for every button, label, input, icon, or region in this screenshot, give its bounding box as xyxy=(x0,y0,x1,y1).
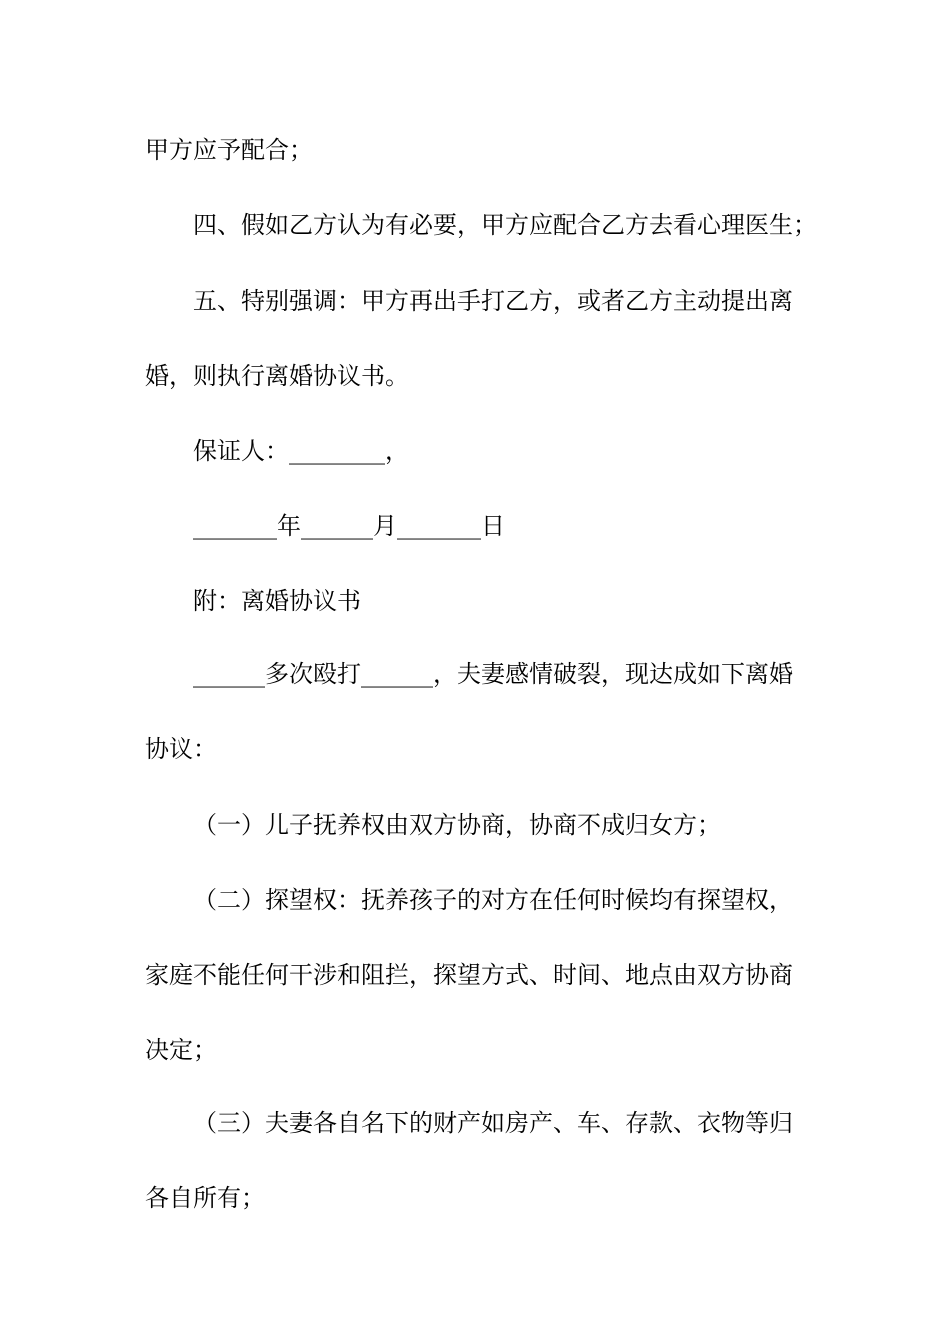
agreement-intro-line: ______多次殴打______，夫妻感情破裂，现达成如下离婚 xyxy=(193,660,793,688)
term-three-line: （三）夫妻各自名下的财产如房产、车、存款、衣物等归 xyxy=(193,1109,793,1137)
clause-four-line: 四、假如乙方认为有必要，甲方应配合乙方去看心理医生； xyxy=(193,211,817,239)
clause-five-continuation: 婚，则执行离婚协议书。 xyxy=(145,362,409,390)
date-line: _______年______月_______日 xyxy=(193,512,505,540)
term-two-continuation-end: 决定； xyxy=(145,1036,217,1064)
guarantor-line: 保证人：________， xyxy=(193,437,409,465)
paragraph-line: 甲方应予配合； xyxy=(145,136,313,164)
clause-five-line: 五、特别强调：甲方再出手打乙方，或者乙方主动提出离 xyxy=(193,287,793,315)
attachment-title: 附：离婚协议书 xyxy=(193,587,361,615)
term-three-continuation: 各自所有； xyxy=(145,1184,265,1212)
term-one-line: （一）儿子抚养权由双方协商，协商不成归女方； xyxy=(193,811,721,839)
term-two-line: （二）探望权：抚养孩子的对方在任何时候均有探望权， xyxy=(193,886,793,914)
agreement-intro-continuation: 协议： xyxy=(145,735,217,763)
term-two-continuation: 家庭不能任何干涉和阻拦，探望方式、时间、地点由双方协商 xyxy=(145,961,793,989)
